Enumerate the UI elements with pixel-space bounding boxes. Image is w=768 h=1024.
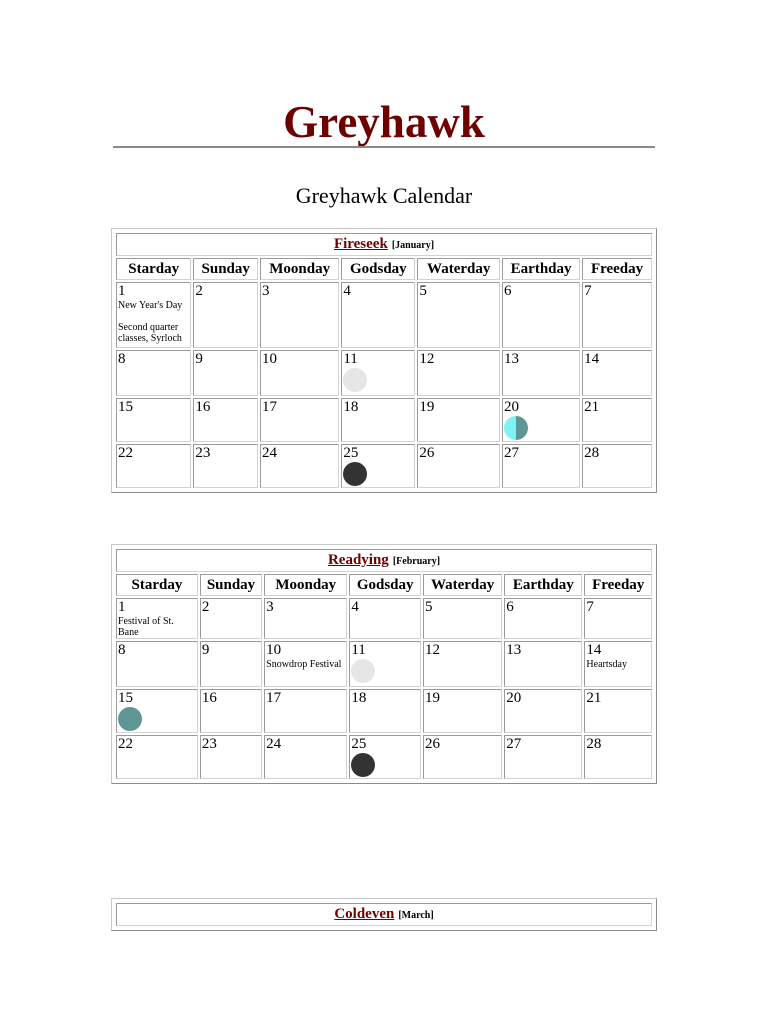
day-cell[interactable] xyxy=(116,444,191,488)
weekday-header: Earthday xyxy=(502,258,580,280)
month-calendar-readying xyxy=(111,544,657,784)
day-cell[interactable] xyxy=(349,641,421,687)
weekday-header: Waterday xyxy=(423,574,502,596)
day-cell[interactable] xyxy=(504,641,582,687)
day-cell[interactable] xyxy=(423,641,502,687)
event-label: Second quarter classes, Syrloch xyxy=(118,322,182,344)
day-number: 22 xyxy=(118,445,133,461)
day-cell[interactable] xyxy=(417,398,500,442)
day-cell[interactable] xyxy=(260,444,339,488)
month-calendar-fireseek xyxy=(111,228,657,493)
day-number: 2 xyxy=(201,599,210,615)
event-label: Festival of St. Bane xyxy=(118,616,174,638)
day-number: 27 xyxy=(504,445,520,461)
day-number: 23 xyxy=(201,736,217,752)
day-cell[interactable] xyxy=(417,444,500,488)
day-number: 6 xyxy=(506,599,514,615)
day-cell[interactable] xyxy=(417,350,500,396)
day-number: 5 xyxy=(425,599,433,615)
month-table xyxy=(114,547,654,781)
month-table xyxy=(114,901,654,928)
day-cell[interactable] xyxy=(264,598,347,639)
day-cell[interactable] xyxy=(349,598,421,639)
day-number: 28 xyxy=(586,736,602,752)
day-cell[interactable] xyxy=(584,641,652,687)
weekday-header: Starday xyxy=(116,574,198,596)
day-number: 15 xyxy=(118,690,133,706)
day-number: 26 xyxy=(425,736,441,752)
day-number: 23 xyxy=(195,445,211,461)
weekday-header: Starday xyxy=(116,258,191,280)
day-cell[interactable] xyxy=(502,350,580,396)
day-number: 19 xyxy=(419,399,435,415)
week-row xyxy=(116,282,652,348)
day-number: 13 xyxy=(504,351,520,367)
day-number: 17 xyxy=(266,690,282,706)
day-number: 28 xyxy=(584,445,600,461)
month-header xyxy=(116,233,652,256)
month-alt-name: [January] xyxy=(391,240,435,251)
day-cell[interactable] xyxy=(260,398,339,442)
full-moon-icon xyxy=(343,368,367,392)
day-cell[interactable] xyxy=(504,598,582,639)
month-alt-name: [March] xyxy=(398,910,434,921)
weekday-header: Sunday xyxy=(200,574,262,596)
day-cell[interactable] xyxy=(193,282,258,348)
week-row xyxy=(116,689,652,733)
day-cell[interactable] xyxy=(193,350,258,396)
day-number: 11 xyxy=(351,642,366,658)
month-name-link[interactable]: Readying xyxy=(327,552,389,568)
site-title: Greyhawk xyxy=(283,97,485,147)
day-number: 11 xyxy=(343,351,358,367)
day-number: 24 xyxy=(262,445,278,461)
day-number: 12 xyxy=(419,351,435,367)
day-cell[interactable] xyxy=(200,689,262,733)
day-cell[interactable] xyxy=(193,398,258,442)
day-cell[interactable] xyxy=(584,598,652,639)
day-cell[interactable] xyxy=(264,641,347,687)
new-moon-icon xyxy=(343,462,367,486)
title-divider xyxy=(113,146,655,148)
month-calendar-coldeven xyxy=(111,898,657,931)
day-number: 9 xyxy=(201,642,210,658)
weekday-header-row xyxy=(116,574,652,596)
weekday-header: Moonday xyxy=(260,258,339,280)
day-number: 1 xyxy=(118,599,126,615)
day-number: 20 xyxy=(504,399,520,415)
event-label: Snowdrop Festival xyxy=(266,659,342,670)
day-number: 15 xyxy=(118,399,133,415)
day-number: 19 xyxy=(425,690,441,706)
event-label: New Year's Day xyxy=(118,300,183,311)
day-number: 2 xyxy=(195,283,203,299)
week-row xyxy=(116,735,652,779)
day-cell[interactable] xyxy=(584,689,652,733)
day-number: 3 xyxy=(266,599,274,615)
day-number: 4 xyxy=(351,599,359,615)
weekday-header: Freeday xyxy=(582,258,652,280)
day-cell[interactable] xyxy=(116,735,198,779)
week-row xyxy=(116,444,652,488)
day-cell[interactable] xyxy=(341,282,415,348)
day-number: 10 xyxy=(262,351,278,367)
month-alt-name: [February] xyxy=(392,556,441,567)
day-cell[interactable] xyxy=(417,282,500,348)
day-cell[interactable] xyxy=(582,282,652,348)
weekday-header: Godsday xyxy=(349,574,421,596)
day-number: 17 xyxy=(262,399,278,415)
day-number: 5 xyxy=(419,283,427,299)
day-cell[interactable] xyxy=(502,444,580,488)
day-number: 27 xyxy=(506,736,522,752)
weekday-header: Godsday xyxy=(341,258,415,280)
month-table xyxy=(114,231,654,490)
day-cell[interactable] xyxy=(200,641,262,687)
day-cell[interactable] xyxy=(116,398,191,442)
day-cell[interactable] xyxy=(582,398,652,442)
day-number: 7 xyxy=(586,599,594,615)
weekday-header: Sunday xyxy=(193,258,258,280)
week-row xyxy=(116,641,652,687)
day-cell[interactable] xyxy=(582,444,652,488)
day-number: 26 xyxy=(419,445,435,461)
day-cell[interactable] xyxy=(200,735,262,779)
full-moon-icon xyxy=(351,659,375,683)
day-cell[interactable] xyxy=(423,735,502,779)
day-number: 4 xyxy=(343,283,351,299)
day-number: 1 xyxy=(118,283,126,299)
day-cell[interactable] xyxy=(200,598,262,639)
day-cell[interactable] xyxy=(582,350,652,396)
page-heading: Greyhawk Calendar xyxy=(295,183,473,208)
month-name-link[interactable]: Fireseek xyxy=(333,236,388,252)
day-number: 25 xyxy=(343,445,359,461)
day-cell[interactable] xyxy=(260,282,339,348)
day-number: 16 xyxy=(201,690,217,706)
day-cell[interactable] xyxy=(504,689,582,733)
day-cell[interactable] xyxy=(341,444,415,488)
day-cell[interactable] xyxy=(502,282,580,348)
day-number: 7 xyxy=(584,283,592,299)
day-number: 14 xyxy=(584,351,600,367)
month-name-link[interactable]: Coldeven xyxy=(334,906,395,922)
weekday-header: Moonday xyxy=(264,574,347,596)
day-number: 3 xyxy=(262,283,270,299)
day-number: 21 xyxy=(586,690,602,706)
day-number: 21 xyxy=(584,399,600,415)
new-moon-icon xyxy=(351,753,375,777)
day-number: 14 xyxy=(586,642,602,658)
day-cell[interactable] xyxy=(423,598,502,639)
day-cell[interactable] xyxy=(116,689,198,733)
day-cell[interactable] xyxy=(116,641,198,687)
day-cell[interactable] xyxy=(264,735,347,779)
weekday-header: Freeday xyxy=(584,574,652,596)
day-cell[interactable] xyxy=(116,598,198,639)
day-cell[interactable] xyxy=(116,282,191,348)
day-number: 13 xyxy=(506,642,522,658)
day-cell[interactable] xyxy=(504,735,582,779)
day-cell[interactable] xyxy=(264,689,347,733)
day-cell[interactable] xyxy=(349,689,421,733)
day-cell[interactable] xyxy=(502,398,580,442)
day-cell[interactable] xyxy=(349,735,421,779)
week-row xyxy=(116,598,652,639)
day-number: 25 xyxy=(351,736,367,752)
day-number: 22 xyxy=(118,736,133,752)
month-header xyxy=(116,903,652,926)
teal-moon-icon xyxy=(118,707,142,731)
weekday-header-row xyxy=(116,258,652,280)
day-cell[interactable] xyxy=(341,398,415,442)
day-number: 24 xyxy=(266,736,282,752)
day-cell[interactable] xyxy=(584,735,652,779)
day-cell[interactable] xyxy=(193,444,258,488)
week-row xyxy=(116,398,652,442)
weekday-header: Earthday xyxy=(504,574,582,596)
day-number: 16 xyxy=(195,399,211,415)
event-label: Heartsday xyxy=(586,659,627,670)
day-number: 8 xyxy=(118,642,126,658)
day-cell[interactable] xyxy=(116,350,191,396)
month-header xyxy=(116,549,652,572)
day-number: 6 xyxy=(504,283,512,299)
day-number: 20 xyxy=(506,690,522,706)
day-number: 18 xyxy=(351,690,367,706)
day-cell[interactable] xyxy=(423,689,502,733)
week-row xyxy=(116,350,652,396)
day-number: 8 xyxy=(118,351,126,367)
day-number: 18 xyxy=(343,399,359,415)
weekday-header: Waterday xyxy=(417,258,500,280)
day-cell[interactable] xyxy=(341,350,415,396)
day-cell[interactable] xyxy=(260,350,339,396)
day-number: 12 xyxy=(425,642,441,658)
day-number: 9 xyxy=(195,351,203,367)
day-number: 10 xyxy=(266,642,282,658)
half-moon-icon xyxy=(504,416,528,440)
